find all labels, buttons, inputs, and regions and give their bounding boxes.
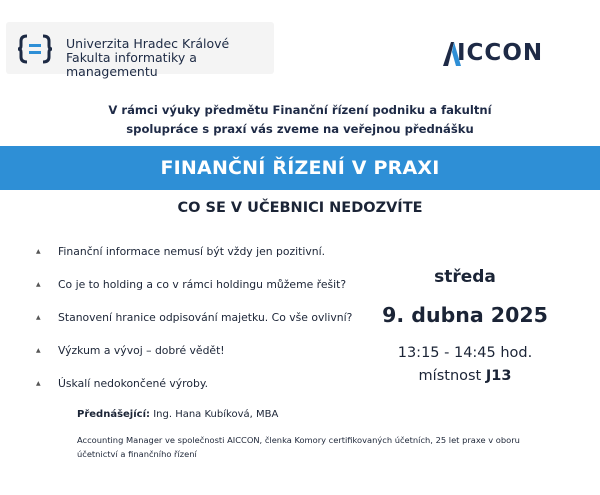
event-date: 9. dubna 2025: [382, 303, 548, 327]
bullet-icon: ▲: [36, 347, 41, 354]
intro-line1: V rámci výuky předmětu Finanční řízení podniku a fakultní: [108, 103, 492, 117]
intro-text: [100, 101, 500, 139]
list-item: [36, 278, 356, 311]
lecturer-label: Přednášející:: [77, 409, 151, 420]
bullet-icon: ▲: [36, 314, 41, 321]
lecture-title: FINANČNÍ ŘÍZENÍ V PRAXI: [160, 157, 440, 179]
university-line2: Fakulta informatiky a managementu: [66, 50, 197, 79]
event-time: 13:15 - 14:45 hod.: [397, 345, 533, 361]
event-day: středa: [434, 267, 496, 287]
bio-line1: Accounting Manager ve společnosti AICCON, členka Komory certifikovaných účetních, 25 let praxe v oboru: [77, 435, 520, 445]
list-item: [36, 344, 356, 377]
topic-text: Co je to holding a co v rámci holdingu můžeme řešit?: [58, 278, 347, 291]
title-banner: [0, 146, 600, 190]
topic-text: Finanční informace nemusí být vždy jen pozitivní.: [58, 245, 326, 258]
university-braces-icon: [18, 34, 52, 64]
lecturer-bio: [77, 433, 557, 461]
list-item: [36, 377, 356, 410]
bullet-icon: ▲: [36, 380, 41, 387]
university-line1: Univerzita Hradec Králové: [66, 36, 230, 51]
bullet-icon: ▲: [36, 281, 41, 288]
room-prefix: místnost: [418, 368, 482, 384]
list-item: [36, 311, 356, 344]
partner-logo-text: ICCON: [457, 40, 544, 66]
lecturer: [77, 409, 278, 420]
event-details: [360, 266, 570, 386]
university-logo: [6, 22, 274, 79]
topic-text: Úskalí nedokončené výroby.: [58, 377, 209, 390]
room-number: J13: [485, 368, 512, 384]
bullet-icon: ▲: [36, 248, 41, 255]
lecture-subtitle: CO SE V UČEBNICI NEDOZVÍTE: [177, 200, 423, 216]
topic-text: Stanovení hranice odpisování majetku. Co vše ovlivní?: [58, 311, 353, 324]
topic-text: Výzkum a vývoj – dobré vědět!: [58, 344, 225, 357]
lecturer-name: Ing. Hana Kubíková, MBA: [153, 409, 279, 420]
topic-list: [36, 245, 356, 410]
event-room: [360, 366, 570, 386]
bio-line2: účetnictví a finančního řízení: [77, 449, 197, 459]
university-name: [66, 37, 274, 79]
intro-line2: spolupráce s praxí vás zveme na veřejnou přednášku: [126, 122, 474, 136]
list-item: [36, 245, 356, 278]
partner-logo: [443, 40, 563, 68]
